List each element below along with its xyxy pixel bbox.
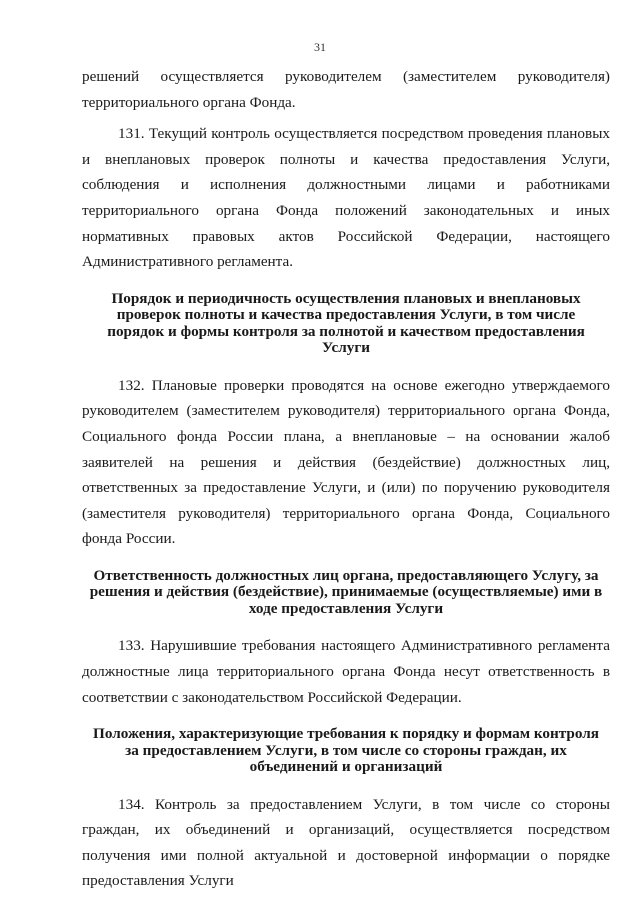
section-heading-responsibility: Ответственность должностных лиц органа, предоставляющего Услугу, за решения и действия (бездействие), принимаемые (осуществляемые) ими в ходе предоставления Услуги [89, 566, 603, 617]
paragraph-134: 134. Контроль за предоставлением Услуги, в том числе со стороны граждан, их объединений и организаций, осуществляется посредством получения ими полной актуальной и достоверной информации о порядке предоставления Услуги [82, 795, 610, 890]
document-body [82, 64, 610, 894]
paragraph-133: 133. Нарушившие требования настоящего Административного регламента должностные лица территориального органа Фонда несут ответственность в соответствии с законодательством Российской Федерации. [82, 637, 610, 706]
paragraph-132: 132. Плановые проверки проводятся на основе ежегодно утверждаемого руководителем (заместителем руководителя) территориального органа Фонда, Социального фонда России плана, а внеплановые – на основании жалоб заявителей на решения и действия (бездействие) должностных лиц, ответственных за предоставление Услуги, и (или) по поручению руководителя (заместителя руководителя) территориального органа Фонда, Социального фонда России. [82, 376, 610, 548]
page-number: 31 [314, 40, 326, 54]
section-heading-inspections: Порядок и периодичность осуществления плановых и внеплановых проверок полноты и качества предоставления Услуги, в том числе порядок и формы контроля за полнотой и качеством предоставления Услуги [107, 289, 585, 357]
section-heading-public-control: Положения, характеризующие требования к порядку и формам контроля за предоставлением Услуги, в том числе со стороны граждан, их объединений и организаций [93, 725, 599, 776]
paragraph-continuation: решений осуществляется руководителем (заместителем руководителя) территориального органа Фонда. [82, 68, 610, 111]
paragraph-131: 131. Текущий контроль осуществляется посредством проведения плановых и внеплановых проверок полноты и качества предоставления Услуги, соблюдения и исполнения должностными лицами и работниками территориального органа Фонда положений законодательных и иных нормативных правовых актов Российской Федерации, настоящего Административного регламента. [82, 125, 610, 271]
